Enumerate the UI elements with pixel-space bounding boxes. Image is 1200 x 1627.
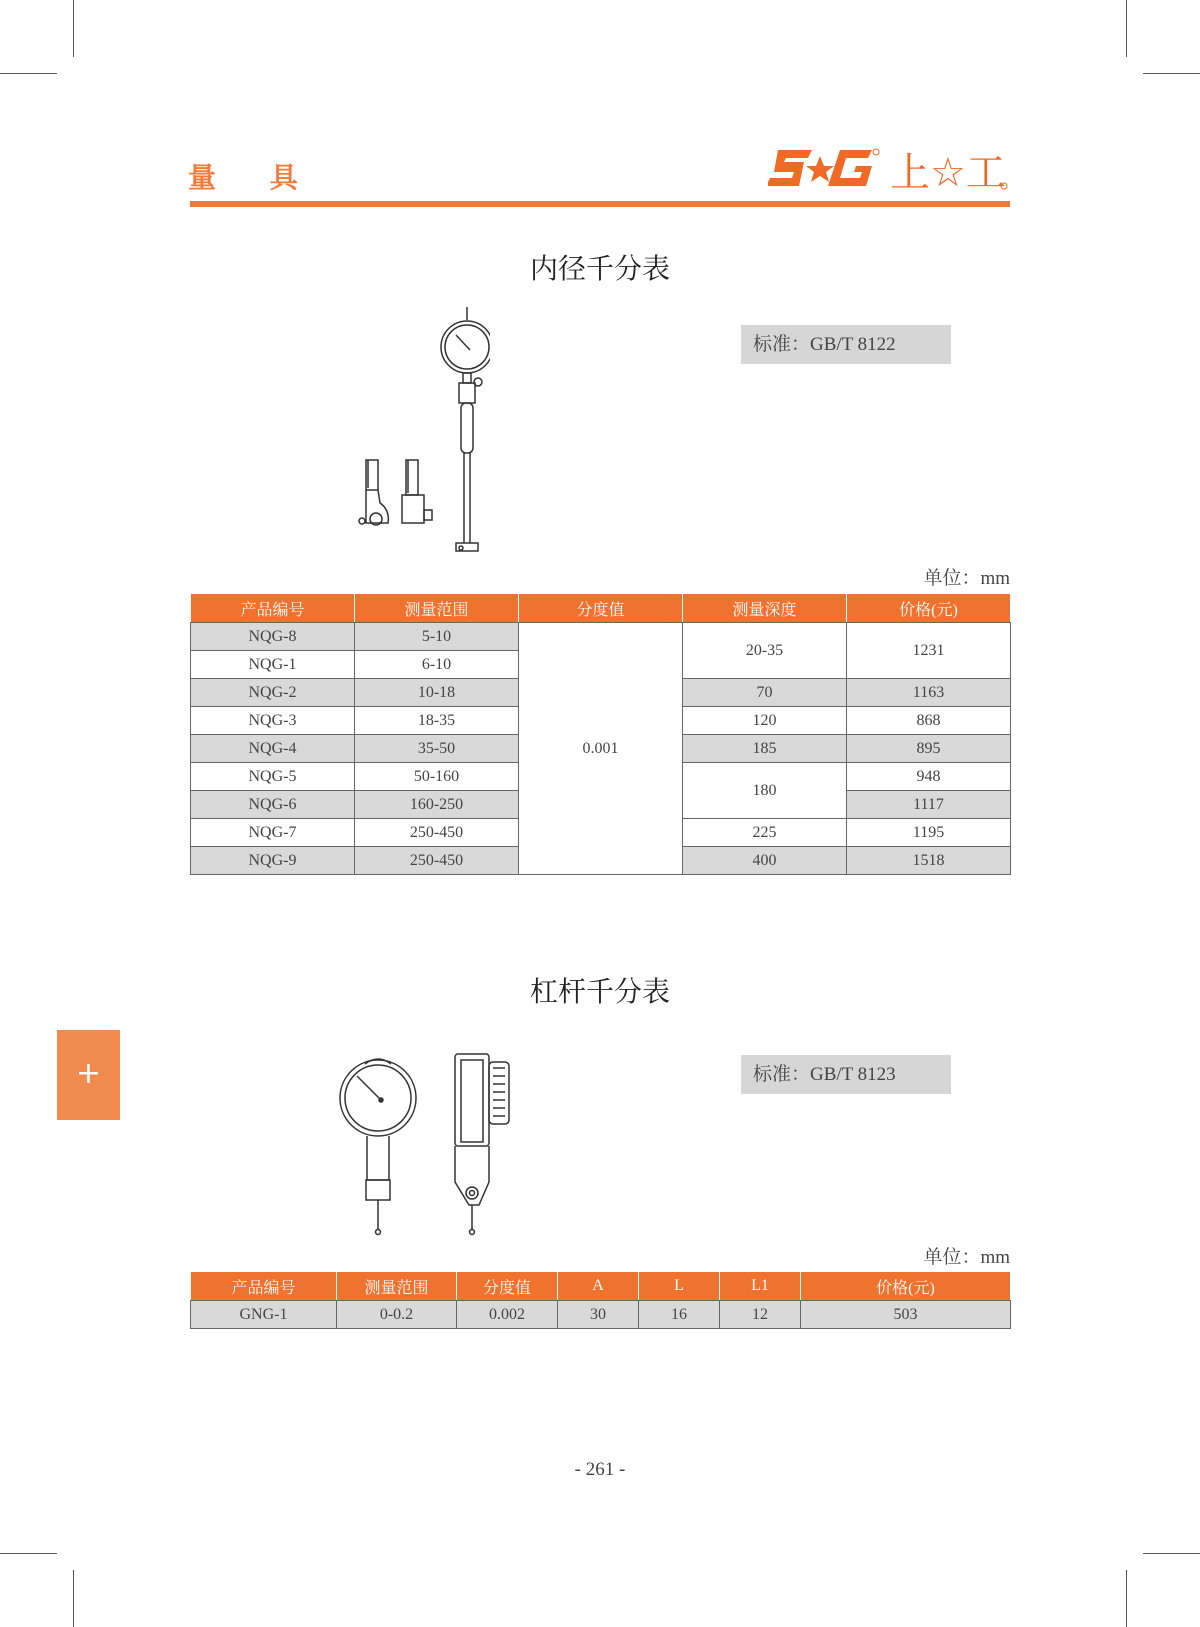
product-code: GNG-1 bbox=[191, 1301, 337, 1329]
table-row bbox=[191, 1301, 1011, 1329]
measuring-depth: 225 bbox=[683, 819, 847, 847]
crop-mark bbox=[73, 1570, 74, 1627]
header-divider bbox=[190, 201, 1010, 207]
product-code: NQG-8 bbox=[191, 623, 355, 651]
section2-unit: 单位：mm bbox=[923, 1247, 1010, 1268]
brand-logo bbox=[768, 146, 1014, 192]
crop-mark bbox=[0, 1553, 57, 1554]
column-header: 测量深度 bbox=[683, 594, 847, 623]
page-category-title: 量 具 bbox=[188, 161, 320, 194]
resolution: 0.002 bbox=[457, 1301, 558, 1329]
dimension-l: 16 bbox=[639, 1301, 720, 1329]
crop-mark bbox=[1143, 1553, 1200, 1554]
column-header: 测量范围 bbox=[355, 594, 519, 623]
product-code: NQG-3 bbox=[191, 707, 355, 735]
measuring-depth: 400 bbox=[683, 847, 847, 875]
product-code: NQG-5 bbox=[191, 763, 355, 791]
side-tab-button[interactable]: + bbox=[57, 1030, 120, 1120]
measuring-depth: 180 bbox=[683, 763, 847, 819]
measuring-range: 250-450 bbox=[355, 847, 519, 875]
price: 503 bbox=[801, 1301, 1011, 1329]
measuring-depth: 20-35 bbox=[683, 623, 847, 679]
measuring-range: 160-250 bbox=[355, 791, 519, 819]
column-header: 测量范围 bbox=[337, 1272, 457, 1301]
price: 1195 bbox=[847, 819, 1011, 847]
section1-standard: 标准：GB/T 8122 bbox=[741, 325, 951, 364]
crop-mark bbox=[73, 0, 74, 57]
measuring-depth: 185 bbox=[683, 735, 847, 763]
resolution: 0.001 bbox=[519, 623, 683, 875]
column-header: A bbox=[558, 1272, 639, 1301]
column-header: 产品编号 bbox=[191, 1272, 337, 1301]
crop-mark bbox=[0, 73, 57, 74]
measuring-range: 10-18 bbox=[355, 679, 519, 707]
price: 1117 bbox=[847, 791, 1011, 819]
section1-title: 内径千分表 bbox=[529, 252, 670, 285]
section1-unit: 单位：mm bbox=[923, 568, 1010, 589]
measuring-range: 50-160 bbox=[355, 763, 519, 791]
column-header: 分度值 bbox=[457, 1272, 558, 1301]
lever-gauge-spec-table bbox=[190, 1271, 1011, 1329]
crop-mark bbox=[1126, 0, 1127, 57]
crop-mark bbox=[1126, 1570, 1127, 1627]
product-code: NQG-6 bbox=[191, 791, 355, 819]
measuring-range: 0-0.2 bbox=[337, 1301, 457, 1329]
section2-standard: 标准：GB/T 8123 bbox=[741, 1055, 951, 1094]
product-code: NQG-4 bbox=[191, 735, 355, 763]
column-header: 产品编号 bbox=[191, 594, 355, 623]
bore-gauge-spec-table bbox=[190, 593, 1011, 875]
price: 895 bbox=[847, 735, 1011, 763]
measuring-range: 35-50 bbox=[355, 735, 519, 763]
bore-gauge-illustration bbox=[350, 305, 490, 560]
column-header: 价格(元) bbox=[801, 1272, 1011, 1301]
measuring-range: 6-10 bbox=[355, 651, 519, 679]
measuring-range: 250-450 bbox=[355, 819, 519, 847]
product-code: NQG-1 bbox=[191, 651, 355, 679]
lever-gauge-illustration bbox=[335, 1050, 535, 1240]
measuring-range: 5-10 bbox=[355, 623, 519, 651]
measuring-depth: 120 bbox=[683, 707, 847, 735]
column-header: 分度值 bbox=[519, 594, 683, 623]
product-code: NQG-7 bbox=[191, 819, 355, 847]
dimension-a: 30 bbox=[558, 1301, 639, 1329]
price: 1231 bbox=[847, 623, 1011, 679]
column-header: L bbox=[639, 1272, 720, 1301]
page-number: - 261 - bbox=[574, 1459, 626, 1480]
column-header: 价格(元) bbox=[847, 594, 1011, 623]
price: 1163 bbox=[847, 679, 1011, 707]
dimension-l1: 12 bbox=[720, 1301, 801, 1329]
logo-text: 上☆工 bbox=[890, 150, 1006, 192]
measuring-depth: 70 bbox=[683, 679, 847, 707]
product-code: NQG-9 bbox=[191, 847, 355, 875]
measuring-range: 18-35 bbox=[355, 707, 519, 735]
crop-mark bbox=[1143, 73, 1200, 74]
section2-title: 杠杆千分表 bbox=[529, 975, 670, 1008]
product-code: NQG-2 bbox=[191, 679, 355, 707]
price: 868 bbox=[847, 707, 1011, 735]
price: 948 bbox=[847, 763, 1011, 791]
price: 1518 bbox=[847, 847, 1011, 875]
table-row bbox=[191, 623, 1011, 651]
column-header: L1 bbox=[720, 1272, 801, 1301]
